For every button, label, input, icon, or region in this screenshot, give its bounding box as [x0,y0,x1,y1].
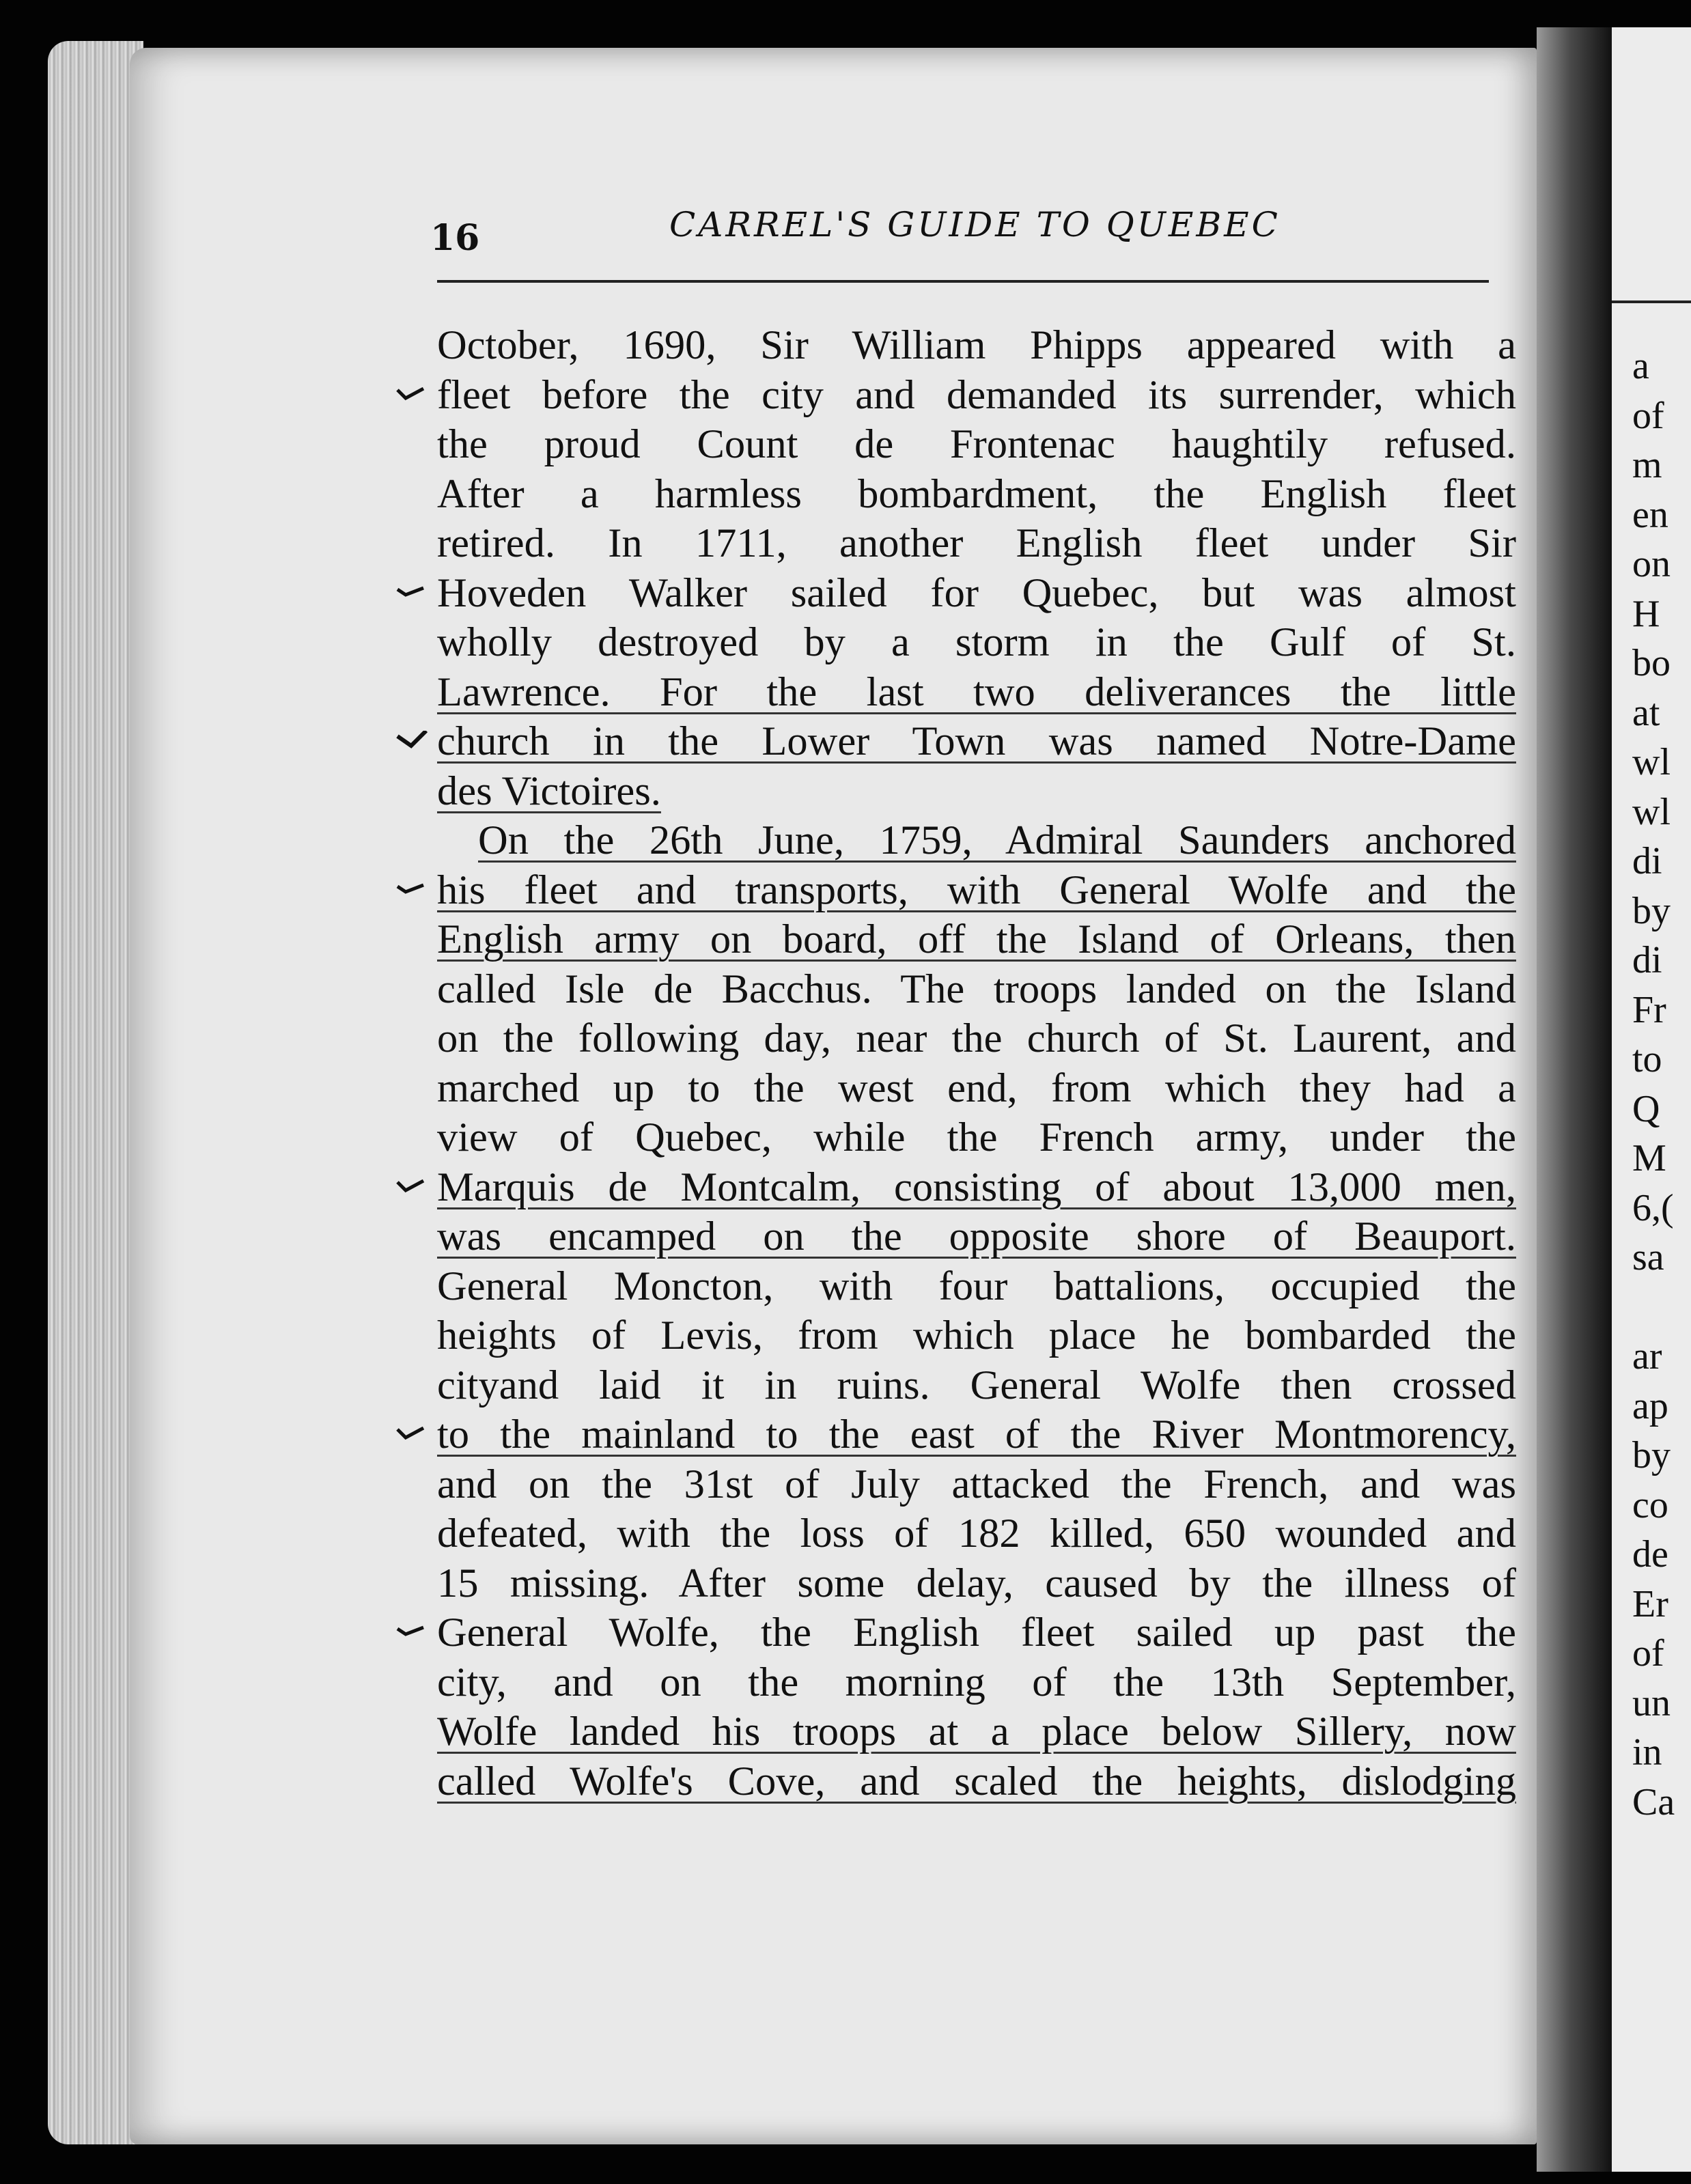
next-page-line: in [1632,1731,1662,1774]
text-line-content: fleet before the city and demanded its surrender, which [437,372,1516,418]
margin-check-mark [396,1179,428,1193]
next-page-line: a [1632,345,1649,387]
text-line [437,1608,1516,1658]
next-page-line: un [1632,1681,1671,1724]
text-line-underlined: Wolfe landed his troops at a place below Sillery, now [437,1709,1516,1754]
next-page-head-rule [1612,300,1691,303]
header-rule [437,280,1489,283]
text-line: called Isle de Bacchus. The troops landed on the Island [437,966,1516,1012]
text-line: view of Quebec, while the French army, under the [437,1115,1516,1160]
next-page-line: en [1632,493,1668,536]
text-line: and on the 31st of July attacked the French, and was [437,1461,1516,1507]
next-page-line: bo [1632,642,1671,684]
text-line: retired. In 1711, another English fleet under Sir [437,520,1516,566]
text-line-content: General Wolfe, the English fleet sailed up past the [437,1610,1516,1655]
margin-check-mark [396,585,428,599]
margin-check-mark [396,1427,428,1440]
text-line-content: his fleet and transports, with General Wolfe and the [437,867,1516,913]
next-page-line: co [1632,1483,1668,1526]
margin-check-mark [396,882,428,896]
text-line-underlined [437,1410,1516,1460]
text-line-content: to the mainland to the east of the River Montmorency, [437,1412,1516,1457]
text-line: defeated, with the loss of 182 killed, 650 wounded and [437,1511,1516,1556]
text-line-underlined [437,1163,1516,1213]
next-page-line: Fr [1632,988,1666,1031]
text-line: 15 missing. After some delay, caused by the illness of [437,1560,1516,1606]
next-page-line: on [1632,543,1671,585]
page-number: 16 [430,217,480,259]
text-line: the proud Count de Frontenac haughtily refused. [437,421,1516,467]
text-line-underlined [437,866,1516,916]
text-line-underlined [437,717,1516,767]
next-page-line [1632,1283,1675,1332]
next-page-line: by [1632,889,1671,932]
margin-check-mark [396,1625,428,1638]
margin-check-mark [396,387,428,401]
text-line [437,371,1516,421]
text-line-underlined: English army on board, off the Island of Orleans, then [437,916,1516,962]
next-page-line: ap [1632,1384,1668,1427]
text-line-content: church in the Lower Town was named Notre-Dame [437,718,1516,764]
next-page-line: wl [1632,790,1671,833]
text-line-content: Marquis de Montcalm, consisting of about 13,000 men, [437,1164,1516,1210]
text-line-underlined: Lawrence. For the last two deliverances the little [437,669,1516,715]
next-page-line: of [1632,1632,1664,1675]
book-gutter [1537,27,1612,2172]
next-page-line: Q [1632,1087,1660,1130]
text-line: city, and on the morning of the 13th September, [437,1659,1516,1705]
text-line: heights of Levis, from which place he bombarded the [437,1313,1516,1358]
text-line-underlined: On the 26th June, 1759, Admiral Saunders anchored [478,817,1516,863]
page-edges [48,41,143,2144]
next-page-text-fragment [1632,341,1675,1827]
text-line: After a harmless bombardment, the English fleet [437,471,1516,517]
running-head: CARREL'S GUIDE TO QUEBEC [669,205,1281,244]
next-page-line: of [1632,394,1664,437]
next-page-line: M [1632,1137,1666,1179]
text-line-underlined: called Wolfe's Cove, and scaled the heights, dislodging [437,1758,1516,1804]
text-line: cityand laid it in ruins. General Wolfe then crossed [437,1362,1516,1408]
text-line: October, 1690, Sir William Phipps appeared with a [437,322,1516,368]
next-page-line: de [1632,1533,1668,1576]
text-line: General Moncton, with four battalions, occupied the [437,1263,1516,1309]
text-line-underlined: des Victoires. [437,768,661,814]
margin-check-mark [396,731,428,744]
text-line: marched up to the west end, from which they had a [437,1065,1516,1111]
next-page-line: Ca [1632,1780,1675,1823]
next-page-line: 6,( [1632,1186,1674,1229]
next-page-line: ar [1632,1335,1662,1377]
body-text [437,321,1516,1806]
text-line-underlined: was encamped on the opposite shore of Beauport. [437,1214,1516,1259]
next-page-line: sa [1632,1236,1664,1278]
next-page-line: to [1632,1038,1662,1080]
next-page-line: H [1632,592,1660,635]
next-page-line: by [1632,1434,1671,1476]
text-line [437,569,1516,619]
text-line: wholly destroyed by a storm in the Gulf of St. [437,619,1516,665]
next-page-line: Er [1632,1582,1668,1625]
book-page-right-fragment [1612,27,1691,2172]
next-page-line: di [1632,939,1662,981]
next-page-line: di [1632,840,1662,882]
text-line-content: Hoveden Walker sailed for Quebec, but was almost [437,570,1516,616]
next-page-line: m [1632,444,1662,486]
text-line: on the following day, near the church of St. Laurent, and [437,1016,1516,1061]
next-page-line: wl [1632,741,1671,783]
next-page-line: at [1632,691,1660,734]
